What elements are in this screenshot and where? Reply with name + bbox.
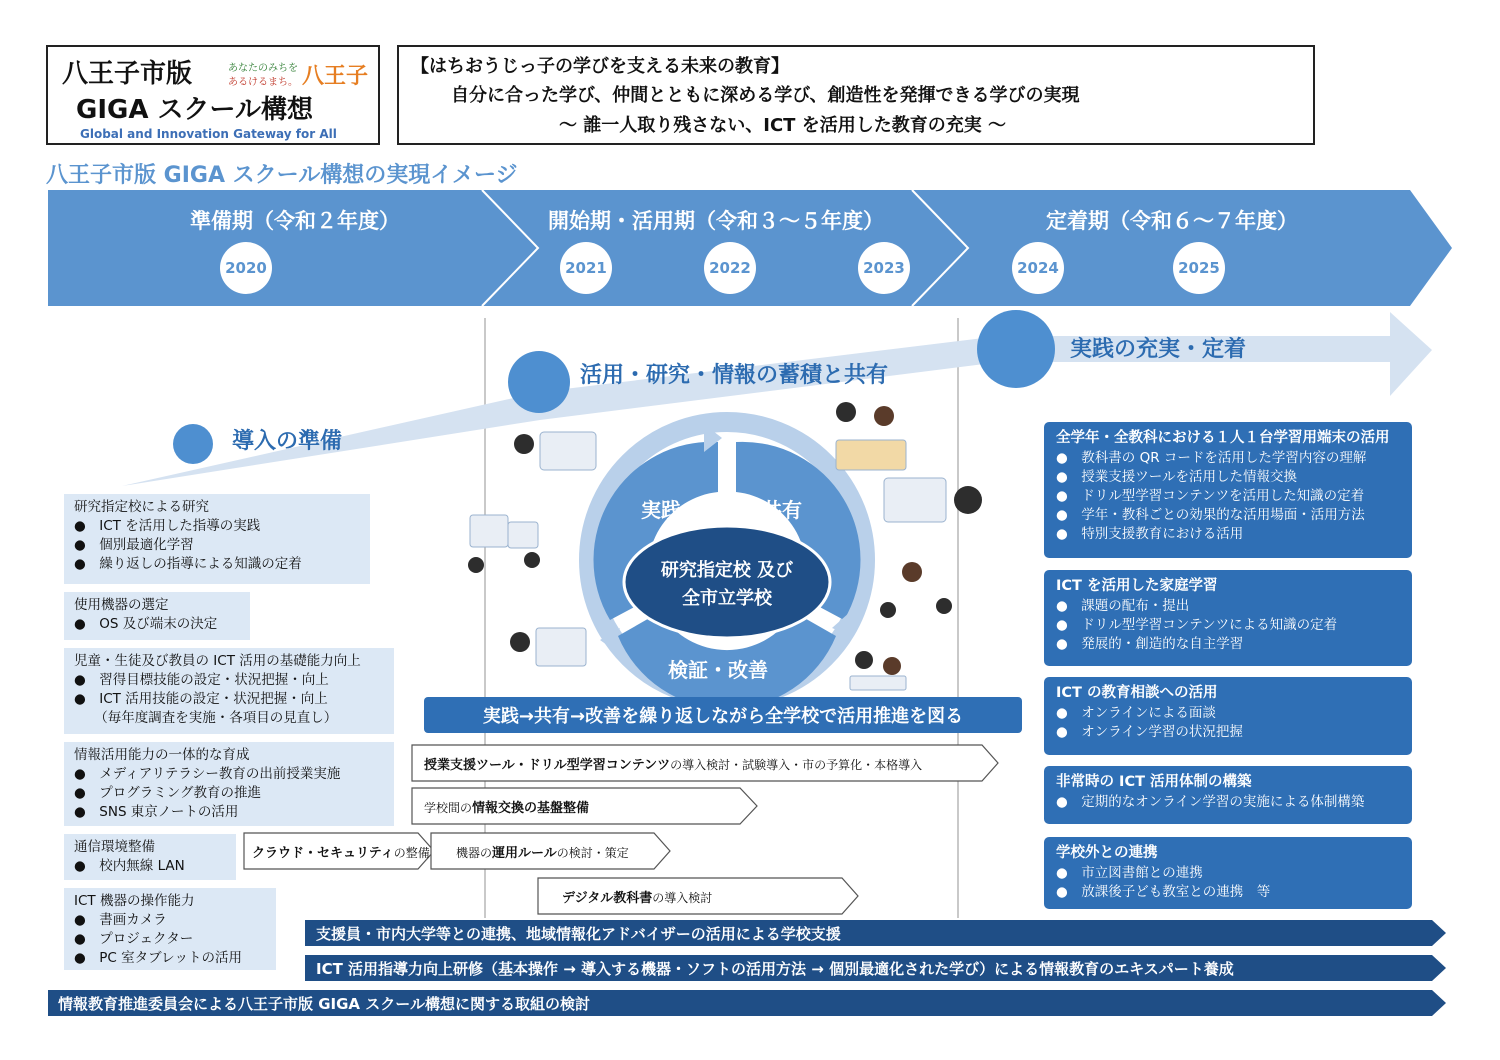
year-2023: 2023 bbox=[858, 242, 910, 294]
illustration-family-pc bbox=[836, 402, 906, 470]
bottom-bar-1-text: 支援員・市内大学等との連携、地域情報化アドバイザーの活用による学校支援 bbox=[316, 925, 841, 943]
phase-label-1: 準備期（令和２年度） bbox=[190, 209, 400, 233]
bottom-bar-2-text: ICT 活用指導力向上研修（基本操作 → 導入する機器・ソフトの活用方法 → 個別最適化された学び）による情報教育のエキスパート養成 bbox=[316, 960, 1234, 978]
right-box-title: 全学年・全教科における１人１台学習用端末の活用 bbox=[1056, 430, 1390, 446]
task-arrow-4-bold: 運用ルール bbox=[492, 846, 557, 861]
left-box-item: ● 繰り返しの指導による知識の定着 bbox=[74, 556, 302, 572]
phase-label-2: 開始期・活用期（令和３～５年度） bbox=[548, 209, 884, 233]
left-box-research bbox=[64, 494, 370, 584]
right-box-home-learning bbox=[1044, 570, 1412, 666]
left-box-network bbox=[64, 834, 236, 880]
right-box-item: ● 課題の配布・提出 bbox=[1056, 598, 1190, 614]
cycle-center bbox=[624, 526, 830, 638]
task-arrow-1-rest: の導入検討・試験導入・市の予算化・本格導入 bbox=[670, 758, 923, 772]
stage-label-3: 実践の充実・定着 bbox=[1070, 337, 1247, 362]
task-arrow-3-bold: クラウド・セキュリティ bbox=[252, 846, 394, 861]
right-box-item: ● 学年・教科ごとの効果的な活用場面・活用方法 bbox=[1056, 507, 1365, 523]
task-arrow-3-rest: の整備 bbox=[393, 846, 430, 860]
left-box-item: （毎年度調査を実施・各項目の見直し） bbox=[74, 710, 338, 726]
title-line1: 八王子市版 bbox=[62, 59, 193, 89]
right-box-title: 学校外との連携 bbox=[1056, 845, 1158, 861]
right-box-item: ● 放課後子ども教室との連携 等 bbox=[1056, 884, 1271, 900]
task-arrow-5-rest: の導入検討 bbox=[652, 891, 713, 905]
task-arrow-1-bold: 授業支援ツール・ドリル型学習コンテンツ bbox=[424, 758, 671, 773]
right-box-item: ● 特別支援教育における活用 bbox=[1056, 526, 1244, 542]
left-box-item: ● ICT を活用した指導の実践 bbox=[74, 518, 261, 534]
cycle-step-practice: 実践 bbox=[641, 498, 681, 522]
right-box-external bbox=[1044, 837, 1412, 909]
left-box-item: ● OS 及び端末の決定 bbox=[74, 616, 218, 632]
vision-line2: 自分に合った学び、仲間とともに深める学び、創造性を発揮できる学びの実現 bbox=[451, 85, 1080, 106]
left-box-basic-skills bbox=[64, 648, 394, 734]
vision-line1: 【はちおうじっ子の学びを支える未来の教育】 bbox=[411, 56, 789, 77]
illustration-online-lesson bbox=[884, 478, 982, 522]
left-box-title: 研究指定校による研究 bbox=[74, 499, 209, 515]
cycle-center-line1: 研究指定校 及び bbox=[660, 560, 794, 581]
left-box-title: 情報活用能力の一体的な育成 bbox=[74, 747, 250, 763]
right-box-item: ● オンラインによる面談 bbox=[1056, 705, 1216, 721]
right-box-title: ICT の教育相談への活用 bbox=[1056, 685, 1218, 701]
right-box-item: ● 教科書の QR コードを活用した学習内容の理解 bbox=[1056, 450, 1367, 466]
year-2024: 2024 bbox=[1012, 242, 1064, 294]
left-box-device-operation bbox=[64, 888, 276, 970]
right-box-item: ● ドリル型学習コンテンツによる知識の定着 bbox=[1056, 617, 1338, 633]
stage-label-1: 導入の準備 bbox=[232, 429, 343, 454]
right-box-item: ● 市立図書館との連携 bbox=[1056, 865, 1203, 881]
task-arrow-4-label bbox=[456, 842, 629, 861]
cycle-center-line2: 全市立学校 bbox=[682, 588, 772, 609]
logo-brand: 八王子 bbox=[302, 64, 369, 89]
left-box-item: ● 個別最適化学習 bbox=[74, 537, 194, 553]
left-box-item: ● 書画カメラ bbox=[74, 912, 167, 928]
right-box-counseling bbox=[1044, 677, 1412, 755]
task-arrow-1-label bbox=[424, 754, 922, 773]
left-box-item: ● ICT 活用技能の設定・状況把握・向上 bbox=[74, 691, 328, 707]
stage-dot-3 bbox=[977, 310, 1055, 388]
title-line2: GIGA スクール構想 bbox=[76, 95, 314, 125]
left-box-item: ● 校内無線 LAN bbox=[74, 858, 185, 874]
task-arrow-4-rest: の検討・策定 bbox=[556, 846, 629, 860]
logo-tagline-1: あなたのみちを bbox=[228, 63, 298, 74]
illustration-video-call bbox=[510, 628, 586, 666]
stage-dot-2 bbox=[508, 351, 570, 413]
right-box-item: ● 定期的なオンライン学習の実施による体制構築 bbox=[1056, 794, 1365, 810]
left-box-item: ● メディアリテラシー教育の出前授業実施 bbox=[74, 766, 341, 782]
task-arrow-2-pre: 学校間の bbox=[424, 801, 473, 815]
left-box-item: ● 習得目標技能の設定・状況把握・向上 bbox=[74, 672, 329, 688]
task-arrow-5-label bbox=[562, 887, 712, 906]
logo-tagline-2: あるけるまち。 bbox=[228, 77, 298, 88]
cycle-banner bbox=[424, 697, 1022, 733]
left-box-device-selection bbox=[64, 592, 250, 640]
task-arrow-5-bold: デジタル教科書 bbox=[562, 891, 653, 906]
illustration-group-discussion bbox=[468, 515, 540, 573]
right-box-title: 非常時の ICT 活用体制の構築 bbox=[1056, 774, 1252, 790]
right-box-item: ● オンライン学習の状況把握 bbox=[1056, 724, 1243, 740]
year-2025: 2025 bbox=[1173, 242, 1225, 294]
right-box-emergency bbox=[1044, 766, 1412, 824]
section-title: 八王子市版 GIGA スクール構想の実現イメージ bbox=[46, 163, 518, 188]
right-box-item: ● 授業支援ツールを活用した情報交換 bbox=[1056, 469, 1298, 485]
left-box-item: ● SNS 東京ノートの活用 bbox=[74, 804, 239, 820]
year-2022: 2022 bbox=[704, 242, 756, 294]
phase-label-3: 定着期（令和６～７年度） bbox=[1046, 209, 1298, 233]
cycle-step-verify: 検証・改善 bbox=[668, 658, 768, 682]
task-arrow-3-label bbox=[252, 842, 430, 861]
right-box-item: ● ドリル型学習コンテンツを活用した知識の定着 bbox=[1056, 488, 1365, 504]
cycle-step-share: 共有 bbox=[762, 498, 802, 522]
left-box-title: ICT 機器の操作能力 bbox=[74, 893, 195, 909]
year-2021: 2021 bbox=[560, 242, 612, 294]
right-box-one-device bbox=[1044, 422, 1412, 558]
left-box-title: 使用機器の選定 bbox=[74, 597, 169, 613]
task-arrow-2-bold: 情報交換の基盤整備 bbox=[472, 801, 590, 816]
left-box-item: ● プログラミング教育の推進 bbox=[74, 785, 262, 801]
left-box-item: ● プロジェクター bbox=[74, 931, 194, 947]
vision-line3: ～ 誰一人取り残さない、ICT を活用した教育の充実 ～ bbox=[559, 115, 1006, 136]
illustration-children-learning bbox=[880, 562, 952, 618]
cycle-banner-text: 実践→共有→改善を繰り返しながら全学校で活用推進を図る bbox=[482, 706, 964, 727]
left-box-title: 児童・生徒及び教員の ICT 活用の基礎能力向上 bbox=[74, 653, 361, 669]
year-2020: 2020 bbox=[220, 242, 272, 294]
stage-label-2: 活用・研究・情報の蓄積と共有 bbox=[580, 363, 889, 388]
right-box-item: ● 発展的・創造的な自主学習 bbox=[1056, 636, 1244, 652]
stage-dot-1 bbox=[173, 424, 213, 464]
illustration-students-pc bbox=[850, 651, 906, 690]
illustration-teacher-tablet bbox=[514, 432, 596, 470]
task-arrow-2-label bbox=[424, 797, 589, 816]
left-box-title: 通信環境整備 bbox=[74, 839, 155, 855]
bottom-bar-3-text: 情報教育推進委員会による八王子市版 GIGA スクール構想に関する取組の検討 bbox=[58, 995, 590, 1013]
title-subtitle: Global and Innovation Gateway for All bbox=[80, 127, 337, 141]
left-box-item: ● PC 室タブレットの活用 bbox=[74, 950, 242, 966]
right-box-title: ICT を活用した家庭学習 bbox=[1056, 578, 1218, 594]
left-box-info-literacy bbox=[64, 742, 394, 826]
task-arrow-4-pre: 機器の bbox=[456, 846, 493, 860]
